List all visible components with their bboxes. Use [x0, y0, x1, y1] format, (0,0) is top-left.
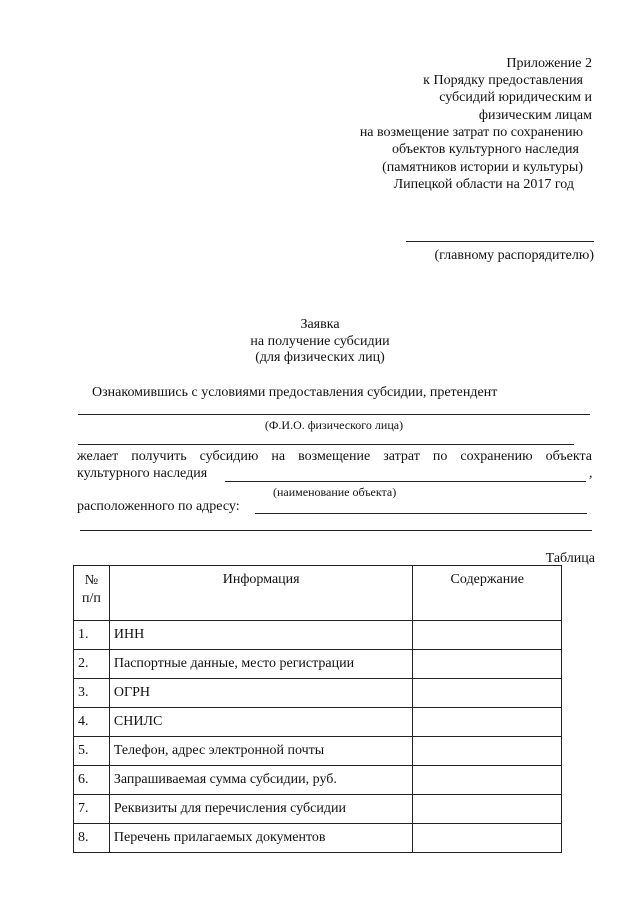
row-content-cell[interactable]	[413, 621, 562, 650]
fio-field-line-2[interactable]	[78, 444, 574, 445]
table-row	[74, 737, 562, 766]
row-content-cell[interactable]	[413, 650, 562, 679]
row-info: СНИЛС	[109, 708, 413, 737]
appendix-line-2: к Порядку предоставления	[423, 73, 583, 88]
object-caption: (наименование объекта)	[273, 485, 397, 499]
appendix-line-1: Приложение 2	[506, 56, 592, 71]
row-info: ОГРН	[109, 679, 413, 708]
appendix-line-5: на возмещение затрат по сохранению	[359, 125, 583, 140]
table-row	[74, 621, 562, 650]
address-field-line-2[interactable]	[80, 530, 592, 531]
appendix-line-4: физическим лицам	[478, 108, 592, 123]
comma: ,	[589, 466, 593, 481]
row-num: 2.	[74, 650, 110, 679]
row-content-cell[interactable]	[413, 766, 562, 795]
row-num: 6.	[74, 766, 110, 795]
table-row	[74, 708, 562, 737]
application-title: Заявка	[300, 317, 340, 332]
header-num-symbol: №	[84, 573, 99, 588]
row-num: 8.	[74, 824, 110, 853]
header-num-label: п/п	[82, 591, 101, 606]
row-info: Реквизиты для перечисления субсидии	[109, 795, 413, 824]
row-content-cell[interactable]	[413, 795, 562, 824]
appendix-line-8: Липецкой области на 2017 год	[393, 177, 574, 192]
header-content: Содержание	[413, 566, 562, 621]
appendix-line-7: (памятников истории и культуры)	[382, 160, 583, 175]
table-row	[74, 679, 562, 708]
wish-text: желает получить субсидию на возмещение затрат по сохранению объекта	[77, 449, 592, 464]
table-row	[74, 824, 562, 853]
heritage-label: культурного наследия	[77, 466, 208, 481]
row-content-cell[interactable]	[413, 679, 562, 708]
application-audience: (для физических лиц)	[255, 350, 385, 365]
row-content-cell[interactable]	[413, 708, 562, 737]
application-subtitle: на получение субсидии	[250, 334, 390, 349]
table-row	[74, 766, 562, 795]
row-num: 3.	[74, 679, 110, 708]
info-table	[73, 565, 562, 853]
row-info: Перечень прилагаемых документов	[109, 824, 413, 853]
address-label: расположенного по адресу:	[77, 499, 240, 514]
row-info: Паспортные данные, место регистрации	[109, 650, 413, 679]
fio-caption: (Ф.И.О. физического лица)	[264, 418, 404, 432]
row-info: Запрашиваемая сумма субсидии, руб.	[109, 766, 413, 795]
header-num	[74, 566, 110, 621]
table-row	[74, 650, 562, 679]
intro-text: Ознакомившись с условиями предоставления субсидии, претендент	[92, 385, 498, 400]
row-num: 7.	[74, 795, 110, 824]
row-content-cell[interactable]	[413, 737, 562, 766]
row-num: 1.	[74, 621, 110, 650]
row-info: ИНН	[109, 621, 413, 650]
table-header-row	[74, 566, 562, 621]
row-info: Телефон, адрес электронной почты	[109, 737, 413, 766]
row-num: 4.	[74, 708, 110, 737]
object-field-line[interactable]	[225, 481, 586, 482]
appendix-line-6: объектов культурного наследия	[391, 142, 579, 157]
table-row	[74, 795, 562, 824]
row-content-cell[interactable]	[413, 824, 562, 853]
fio-field-line[interactable]	[78, 414, 590, 415]
recipient-caption: (главному распорядителю)	[434, 248, 594, 263]
address-field-line[interactable]	[255, 513, 587, 514]
appendix-line-3: субсидий юридическим и	[439, 90, 592, 105]
table-caption: Таблица	[545, 551, 595, 566]
header-info: Информация	[109, 566, 413, 621]
row-num: 5.	[74, 737, 110, 766]
recipient-field-line[interactable]	[406, 241, 594, 242]
